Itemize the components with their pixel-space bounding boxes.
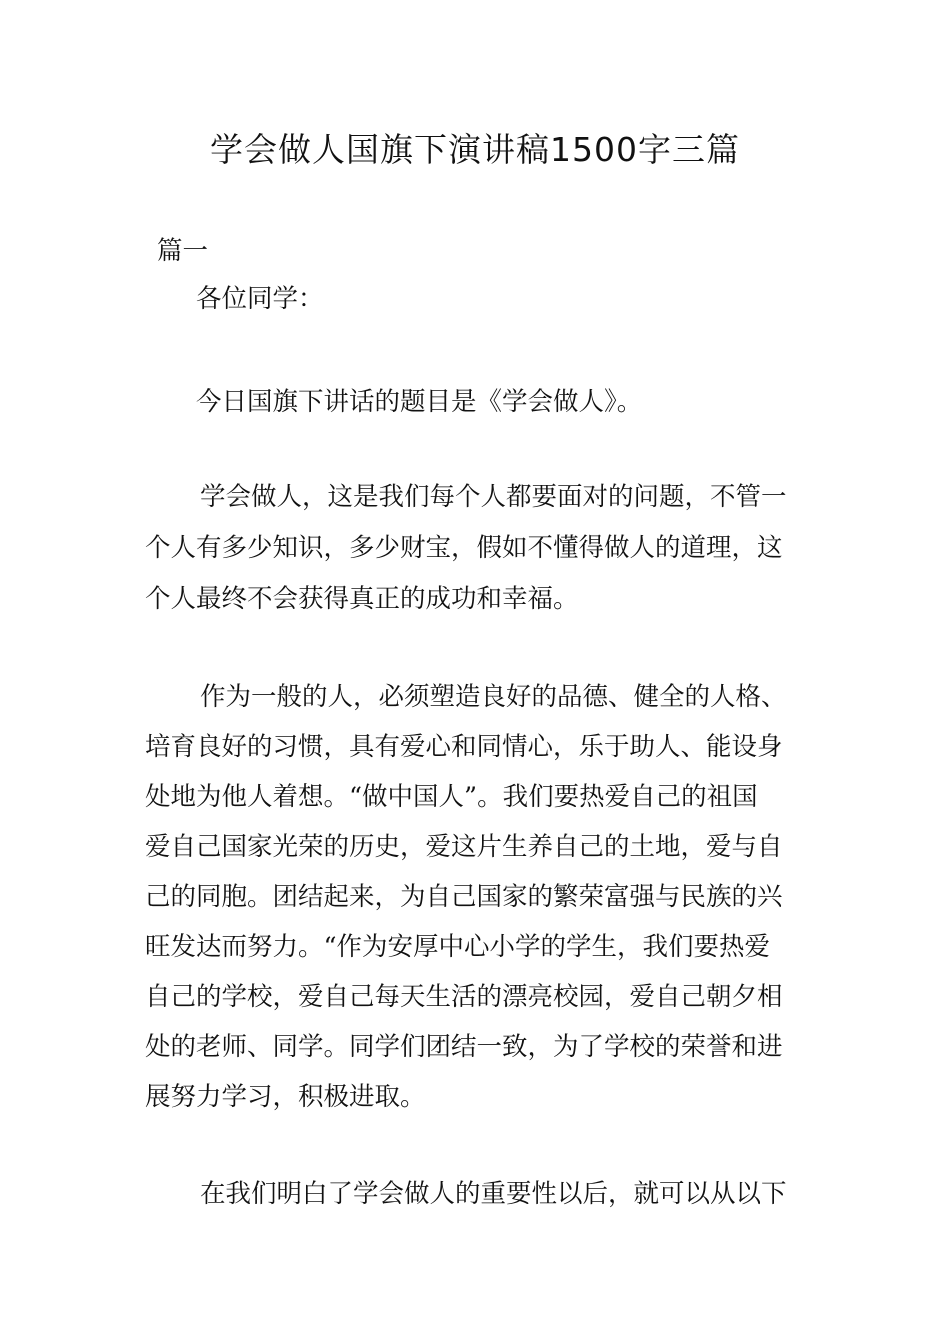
- paragraph-line: 在我们明白了学会做人的重要性以后，就可以从以下: [200, 1179, 787, 1209]
- paragraph-line: 作为一般的人，必须塑造良好的品德、健全的人格、: [200, 682, 787, 712]
- paragraph-line: 个人最终不会获得真正的成功和幸福。: [145, 584, 579, 614]
- salutation: 各位同学：: [196, 284, 324, 314]
- document-title: 学会做人国旗下演讲稿1500字三篇: [210, 130, 740, 169]
- paragraph-line: 今日国旗下讲话的题目是《学会做人》。: [196, 387, 643, 417]
- paragraph-line: 个人有多少知识，多少财宝，假如不懂得做人的道理，这: [145, 533, 783, 563]
- paragraph-line: 培育良好的习惯，具有爱心和同情心，乐于助人、能设身: [145, 732, 783, 762]
- paragraph-line: 己的同胞。团结起来，为自己国家的繁荣富强与民族的兴: [145, 882, 783, 912]
- paragraph-line: 处地为他人着想。“做中国人”。我们要热爱自己的祖国: [145, 782, 758, 812]
- paragraph-line: 旺发达而努力。“作为安厚中心小学的学生，我们要热爱: [145, 932, 771, 962]
- paragraph-line: 爱自己国家光荣的历史，爱这片生养自己的土地，爱与自: [145, 832, 783, 862]
- paragraph-line: 自己的学校，爱自己每天生活的漂亮校园，爱自己朝夕相: [145, 982, 783, 1012]
- paragraph-line: 处的老师、同学。同学们团结一致，为了学校的荣誉和进: [145, 1032, 783, 1062]
- paragraph-line: 展努力学习，积极进取。: [145, 1082, 426, 1112]
- paragraph-line: 学会做人，这是我们每个人都要面对的问题，不管一: [200, 482, 787, 512]
- section-label: 篇一: [157, 236, 209, 266]
